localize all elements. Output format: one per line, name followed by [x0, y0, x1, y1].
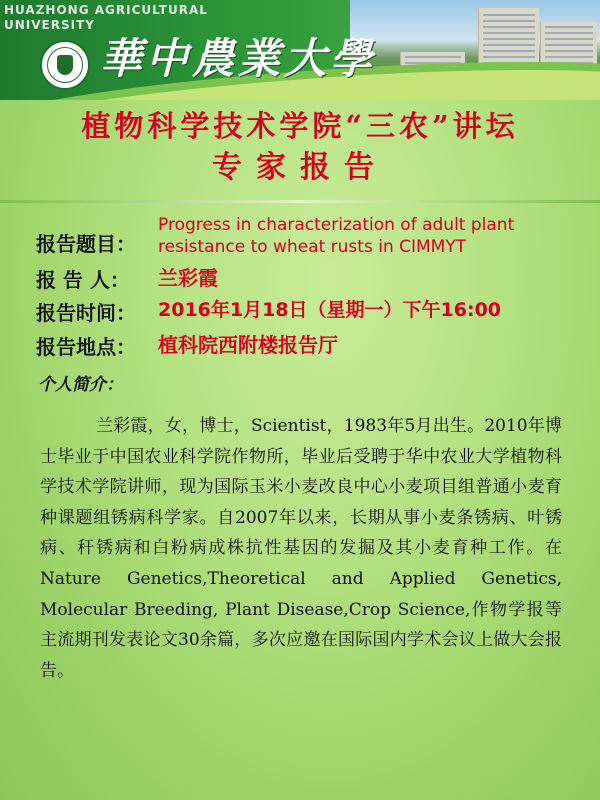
emblem-core: [57, 55, 73, 75]
title-divider: [0, 200, 600, 203]
time-label: 报告时间：: [36, 301, 136, 325]
university-name-en: HUAZHONG AGRICULTURAL UNIVERSITY: [4, 3, 208, 32]
time-value: 2016年1月18日（星期一）下午16:00: [158, 299, 502, 321]
university-emblem-icon: [40, 40, 90, 90]
topic-value: Progress in characterization of adult plant resistance to wheat rusts in CIMMYT: [158, 215, 515, 257]
intro-heading: 个人简介：: [38, 375, 123, 395]
speaker-value: 兰彩霞: [158, 266, 218, 290]
university-name-cn: 華中農業大學: [100, 34, 377, 83]
lecture-series-title: 植物科学技术学院“三农”讲坛: [81, 109, 519, 143]
speaker-label: 报 告 人：: [36, 268, 130, 292]
expert-report-title: 专家报告: [212, 150, 388, 185]
place-label: 报告地点：: [36, 335, 136, 359]
speaker-biography: 兰彩霞，女，博士，Scientist，1983年5月出生。2010年博士毕业于中国农业科学院作物所，毕业后受聘于华中农业大学植物科学技术学院讲师，现为国际玉米小麦改良中心小麦项目组普通小麦育种课题组锈病科学家。自2007年以来，长期从事小麦条锈病、叶锈病、秆锈病和白粉病成株抗性基因的发掘及其小麦育种工作。在Nature Genetics,Theoretical and Applied Genetics, Molecular Breeding, Plant Disease,Crop Science,作物学报等主流期刊发表论文30余篇，多次应邀在国际国内学术会议上做大会报告。: [40, 416, 562, 681]
header-banner: [0, 0, 600, 100]
topic-label: 报告题目：: [36, 232, 136, 256]
place-value: 植科院西附楼报告厅: [158, 333, 338, 357]
